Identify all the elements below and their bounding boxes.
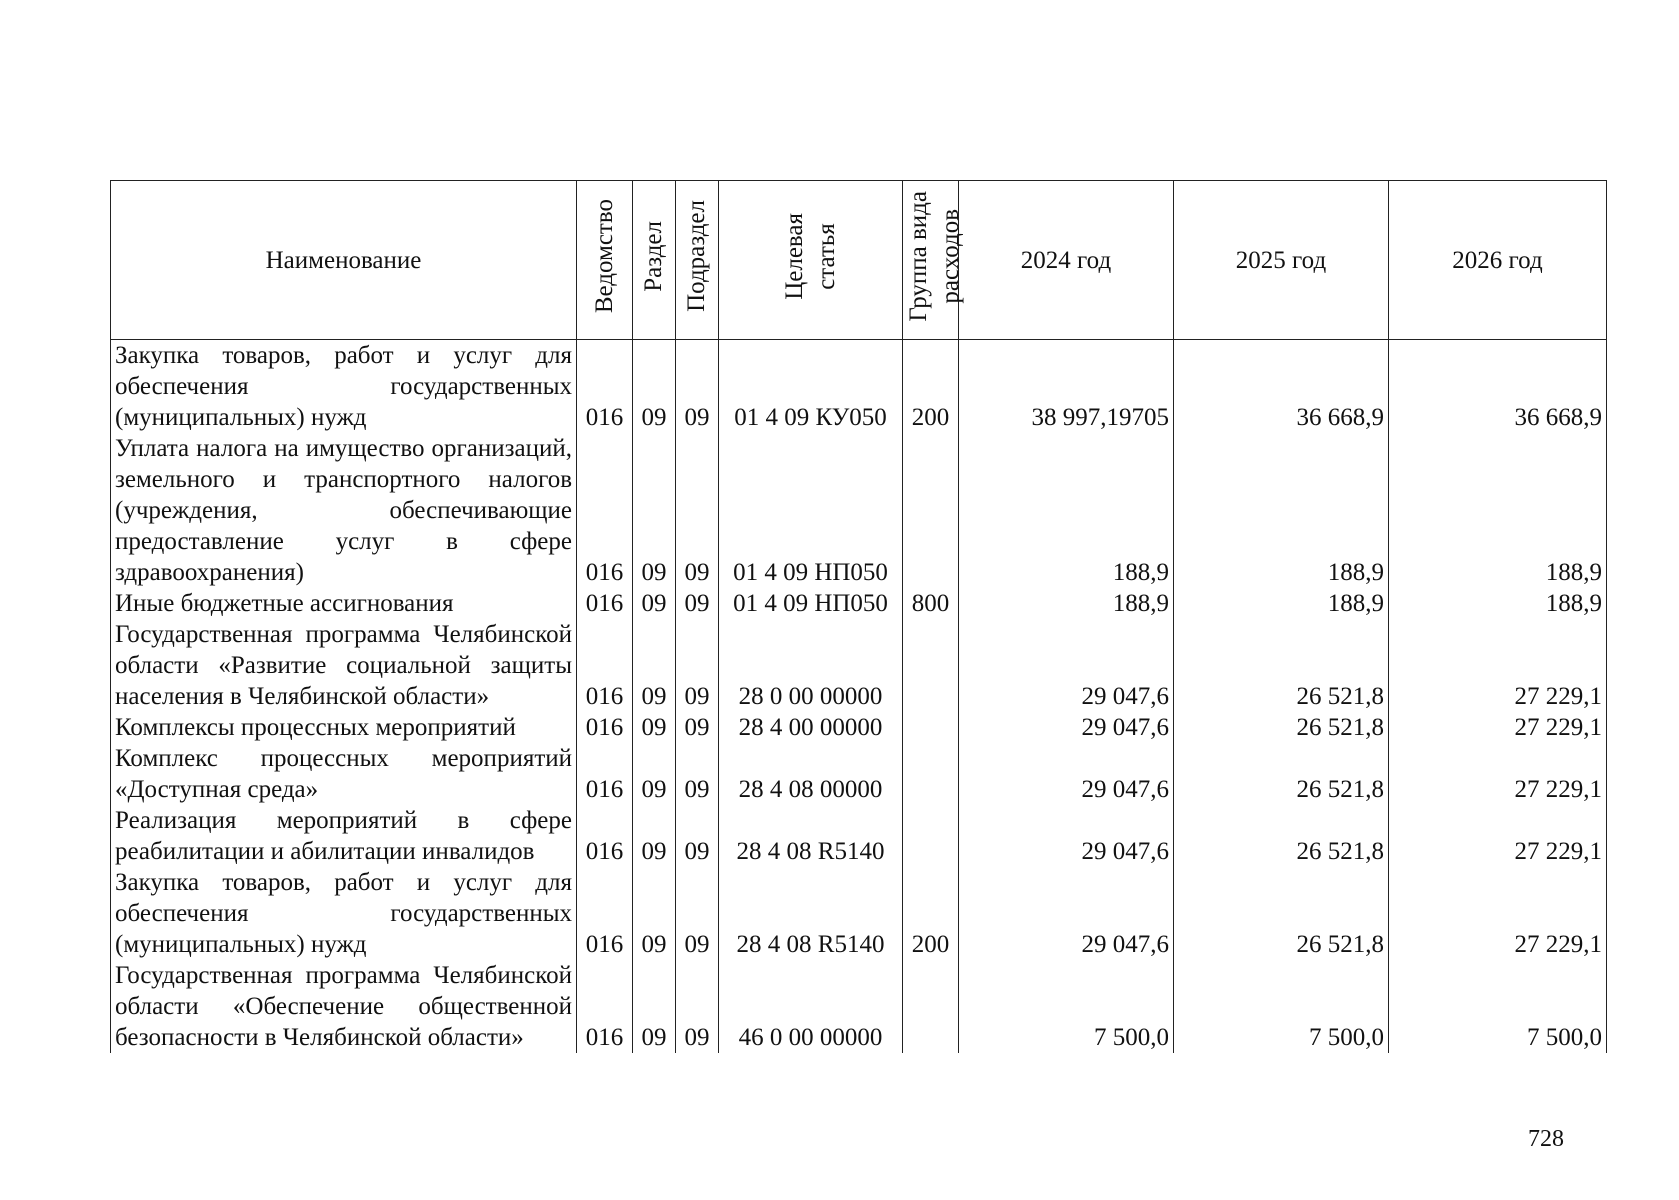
row-section: 09 <box>633 340 676 434</box>
row-section: 09 <box>633 433 676 588</box>
row-section: 09 <box>633 712 676 743</box>
row-group: 200 <box>903 340 959 434</box>
header-2024: 2024 год <box>959 181 1174 340</box>
row-2026: 188,9 <box>1389 588 1607 619</box>
row-subsection: 09 <box>676 805 719 867</box>
table-row <box>111 805 1607 867</box>
row-subsection: 09 <box>676 867 719 960</box>
row-2025: 188,9 <box>1174 433 1389 588</box>
row-dept: 016 <box>577 340 633 434</box>
row-target: 01 4 09 КУ050 <box>719 340 903 434</box>
table-row <box>111 433 1607 588</box>
row-name: Комплексы процессных мероприятий <box>111 712 577 743</box>
table-row <box>111 960 1607 1053</box>
row-dept: 016 <box>577 867 633 960</box>
row-name: Закупка товаров, работ и услуг для обеспечения государственных (муниципальных) нужд <box>111 340 577 434</box>
row-section: 09 <box>633 805 676 867</box>
row-group <box>903 805 959 867</box>
header-dept: Ведомство <box>577 181 633 340</box>
table-row <box>111 712 1607 743</box>
row-target: 28 4 08 R5140 <box>719 805 903 867</box>
row-dept: 016 <box>577 588 633 619</box>
row-dept: 016 <box>577 743 633 805</box>
row-2024: 29 047,6 <box>959 805 1174 867</box>
row-section: 09 <box>633 588 676 619</box>
row-2024: 29 047,6 <box>959 867 1174 960</box>
row-2026: 27 229,1 <box>1389 712 1607 743</box>
row-subsection: 09 <box>676 619 719 712</box>
row-subsection: 09 <box>676 433 719 588</box>
row-target: 28 4 08 00000 <box>719 743 903 805</box>
row-name: Государственная программа Челябинской области «Развитие социальной защиты населения в Челябинской области» <box>111 619 577 712</box>
row-2025: 26 521,8 <box>1174 805 1389 867</box>
row-2025: 26 521,8 <box>1174 619 1389 712</box>
table-row <box>111 340 1607 434</box>
row-2026: 27 229,1 <box>1389 743 1607 805</box>
header-subsection: Подраздел <box>676 181 719 340</box>
table-header-row <box>111 181 1607 340</box>
row-2024: 38 997,19705 <box>959 340 1174 434</box>
row-dept: 016 <box>577 960 633 1053</box>
row-dept: 016 <box>577 619 633 712</box>
row-2026: 36 668,9 <box>1389 340 1607 434</box>
row-group <box>903 619 959 712</box>
row-2026: 27 229,1 <box>1389 805 1607 867</box>
row-section: 09 <box>633 867 676 960</box>
row-name: Закупка товаров, работ и услуг для обеспечения государственных (муниципальных) нужд <box>111 867 577 960</box>
header-target: Целевая статья <box>719 181 903 340</box>
row-dept: 016 <box>577 805 633 867</box>
row-target: 01 4 09 НП050 <box>719 433 903 588</box>
row-target: 28 0 00 00000 <box>719 619 903 712</box>
row-group <box>903 433 959 588</box>
row-section: 09 <box>633 619 676 712</box>
row-name: Иные бюджетные ассигнования <box>111 588 577 619</box>
row-2024: 188,9 <box>959 433 1174 588</box>
budget-table <box>110 180 1607 1053</box>
row-group <box>903 960 959 1053</box>
row-2025: 26 521,8 <box>1174 743 1389 805</box>
row-2025: 7 500,0 <box>1174 960 1389 1053</box>
row-subsection: 09 <box>676 588 719 619</box>
row-subsection: 09 <box>676 960 719 1053</box>
row-group <box>903 712 959 743</box>
table-row <box>111 743 1607 805</box>
row-group: 800 <box>903 588 959 619</box>
row-2026: 27 229,1 <box>1389 867 1607 960</box>
header-name: Наименование <box>111 181 577 340</box>
row-group <box>903 743 959 805</box>
row-dept: 016 <box>577 712 633 743</box>
header-section: Раздел <box>633 181 676 340</box>
header-2025: 2025 год <box>1174 181 1389 340</box>
row-2025: 26 521,8 <box>1174 712 1389 743</box>
page-number: 728 <box>1528 1126 1564 1152</box>
row-2026: 27 229,1 <box>1389 619 1607 712</box>
row-2025: 26 521,8 <box>1174 867 1389 960</box>
row-section: 09 <box>633 960 676 1053</box>
row-dept: 016 <box>577 433 633 588</box>
table-row <box>111 588 1607 619</box>
row-name: Реализация мероприятий в сфере реабилитации и абилитации инвалидов <box>111 805 577 867</box>
row-target: 46 0 00 00000 <box>719 960 903 1053</box>
row-2024: 29 047,6 <box>959 743 1174 805</box>
header-2026: 2026 год <box>1389 181 1607 340</box>
row-group: 200 <box>903 867 959 960</box>
row-target: 28 4 00 00000 <box>719 712 903 743</box>
row-name: Комплекс процессных мероприятий «Доступная среда» <box>111 743 577 805</box>
row-2024: 7 500,0 <box>959 960 1174 1053</box>
row-2024: 188,9 <box>959 588 1174 619</box>
row-2025: 188,9 <box>1174 588 1389 619</box>
row-2025: 36 668,9 <box>1174 340 1389 434</box>
row-2024: 29 047,6 <box>959 619 1174 712</box>
row-2026: 7 500,0 <box>1389 960 1607 1053</box>
table-row <box>111 619 1607 712</box>
row-section: 09 <box>633 743 676 805</box>
row-subsection: 09 <box>676 743 719 805</box>
row-name: Государственная программа Челябинской области «Обеспечение общественной безопасности в Челябинской области» <box>111 960 577 1053</box>
header-group: Группа вида расходов <box>903 181 959 340</box>
table-body <box>111 340 1607 1054</box>
row-2026: 188,9 <box>1389 433 1607 588</box>
row-2024: 29 047,6 <box>959 712 1174 743</box>
row-subsection: 09 <box>676 340 719 434</box>
row-target: 28 4 08 R5140 <box>719 867 903 960</box>
table-row <box>111 867 1607 960</box>
row-subsection: 09 <box>676 712 719 743</box>
row-target: 01 4 09 НП050 <box>719 588 903 619</box>
row-name: Уплата налога на имущество организаций, земельного и транспортного налогов (учреждения, обеспечивающие предоставление услуг в сфере здравоохранения) <box>111 433 577 588</box>
